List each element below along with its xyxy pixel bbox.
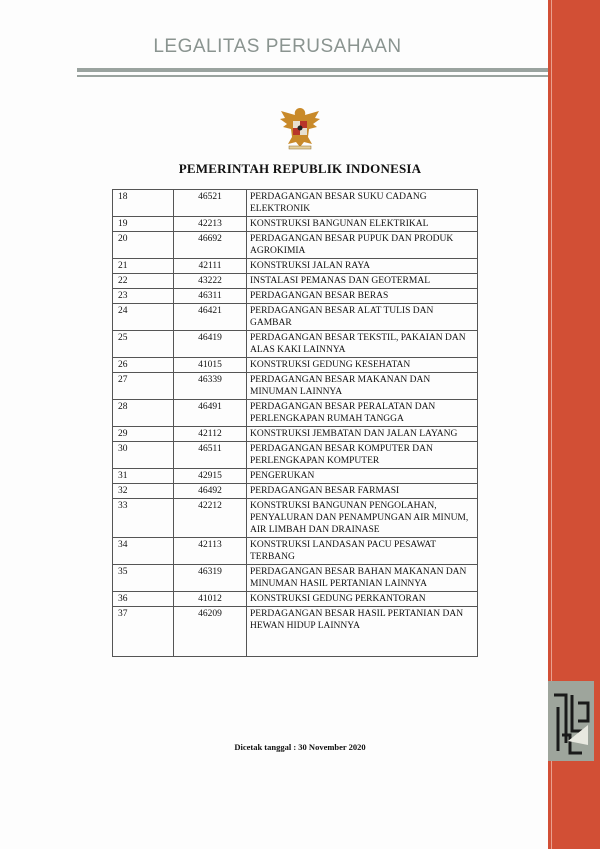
table-row [113,427,478,442]
kbli-code-cell: 46319 [174,565,247,592]
page-header-title: LEGALITAS PERUSAHAAN [153,36,402,57]
table-row [113,259,478,274]
row-number-cell: 22 [113,274,174,289]
activity-description-cell: PERDAGANGAN BESAR BERAS [247,289,478,304]
kbli-code-cell: 42113 [174,538,247,565]
kbli-code-cell: 46311 [174,289,247,304]
table-row [113,358,478,373]
kbli-code-cell: 43222 [174,274,247,289]
kbli-code-cell: 41015 [174,358,247,373]
row-number-cell: 35 [113,565,174,592]
table-row [113,217,478,232]
table-row [113,190,478,217]
table-row [113,499,478,538]
kbli-code-cell: 42212 [174,499,247,538]
table-row [113,484,478,499]
table-row [113,232,478,259]
activity-description-cell: PERDAGANGAN BESAR MAKANAN DAN MINUMAN LAINNYA [247,373,478,400]
activity-description-cell: PERDAGANGAN BESAR BAHAN MAKANAN DAN MINUMAN HASIL PERTANIAN LAINNYA [247,565,478,592]
table-row [113,538,478,565]
row-number-cell: 36 [113,592,174,607]
table-row [113,469,478,484]
table-row [113,289,478,304]
table-row [113,592,478,607]
kbli-code-cell: 46421 [174,304,247,331]
table-row [113,607,478,657]
activity-description-cell: KONSTRUKSI BANGUNAN ELEKTRIKAL [247,217,478,232]
row-number-cell: 28 [113,400,174,427]
row-number-cell: 27 [113,373,174,400]
table-row [113,442,478,469]
kbli-code-cell: 46209 [174,607,247,657]
row-number-cell: 33 [113,499,174,538]
kbli-code-cell: 41012 [174,592,247,607]
activity-description-cell: KONSTRUKSI GEDUNG KESEHATAN [247,358,478,373]
table-row [113,373,478,400]
table-row [113,400,478,427]
row-number-cell: 18 [113,190,174,217]
activity-description-cell: PENGERUKAN [247,469,478,484]
garuda-emblem-icon [276,102,324,152]
activity-description-cell: PERDAGANGAN BESAR PUPUK DAN PRODUK AGROKIMIA [247,232,478,259]
row-number-cell: 34 [113,538,174,565]
activity-description-cell: KONSTRUKSI GEDUNG PERKANTORAN [247,592,478,607]
activity-description-cell: PERDAGANGAN BESAR TEKSTIL, PAKAIAN DAN ALAS KAKI LAINNYA [247,331,478,358]
kbli-code-cell: 46511 [174,442,247,469]
activity-description-cell: INSTALASI PEMANAS DAN GEOTERMAL [247,274,478,289]
table-row [113,304,478,331]
kbli-code-cell: 46339 [174,373,247,400]
row-number-cell: 37 [113,607,174,657]
activity-description-cell: PERDAGANGAN BESAR HASIL PERTANIAN DAN HEWAN HIDUP LAINNYA [247,607,478,657]
row-number-cell: 31 [113,469,174,484]
kbli-code-cell: 42915 [174,469,247,484]
table-row [113,565,478,592]
row-number-cell: 32 [113,484,174,499]
row-number-cell: 23 [113,289,174,304]
activity-description-cell: KONSTRUKSI JALAN RAYA [247,259,478,274]
kbli-code-cell: 46692 [174,232,247,259]
kbli-code-cell: 42111 [174,259,247,274]
activity-description-cell: KONSTRUKSI LANDASAN PACU PESAWAT TERBANG [247,538,478,565]
row-number-cell: 29 [113,427,174,442]
kbli-code-cell: 42213 [174,217,247,232]
activity-description-cell: PERDAGANGAN BESAR PERALATAN DAN PERLENGKAPAN RUMAH TANGGA [247,400,478,427]
row-number-cell: 20 [113,232,174,259]
row-number-cell: 26 [113,358,174,373]
kbli-code-cell: 46491 [174,400,247,427]
row-number-cell: 24 [113,304,174,331]
kbli-code-cell: 46521 [174,190,247,217]
kbli-code-cell: 46492 [174,484,247,499]
activity-description-cell: PERDAGANGAN BESAR ALAT TULIS DAN GAMBAR [247,304,478,331]
row-number-cell: 21 [113,259,174,274]
row-number-cell: 19 [113,217,174,232]
header-rule-bottom [77,75,555,77]
activity-description-cell: KONSTRUKSI BANGUNAN PENGOLAHAN, PENYALURAN DAN PENAMPUNGAN AIR MINUM, AIR LIMBAH DAN DRAINASE [247,499,478,538]
table-row [113,274,478,289]
activity-description-cell: PERDAGANGAN BESAR KOMPUTER DAN PERLENGKAPAN KOMPUTER [247,442,478,469]
kbli-code-cell: 42112 [174,427,247,442]
table-body [113,190,478,657]
printed-date: Dicetak tanggal : 30 November 2020 [234,742,366,752]
activity-description-cell: PERDAGANGAN BESAR FARMASI [247,484,478,499]
row-number-cell: 30 [113,442,174,469]
activity-description-cell: PERDAGANGAN BESAR SUKU CADANG ELEKTRONIK [247,190,478,217]
header-rule-top [77,68,555,72]
government-title: PEMERINTAH REPUBLIK INDONESIA [178,161,422,176]
kbli-code-cell: 46419 [174,331,247,358]
row-number-cell: 25 [113,331,174,358]
business-classification-table [112,189,478,657]
activity-description-cell: KONSTRUKSI JEMBATAN DAN JALAN LAYANG [247,427,478,442]
table-row [113,331,478,358]
